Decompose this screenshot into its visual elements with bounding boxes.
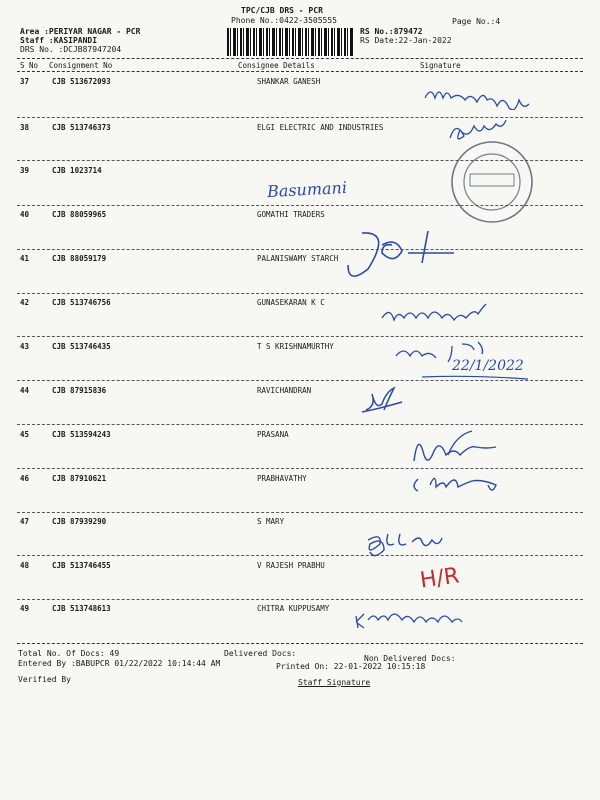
row-consignment: CJB 513748613	[52, 604, 111, 613]
row-sno: 41	[20, 254, 30, 263]
row-sno: 40	[20, 210, 30, 219]
row-consignee: T S KRISHNAMURTHY	[257, 342, 334, 351]
row-divider	[17, 512, 583, 513]
signature-row-49	[352, 606, 492, 634]
col-signature: Signature	[420, 61, 461, 70]
doc-title: TPC/CJB DRS - PCR	[241, 6, 323, 15]
row-consignee: V RAJESH PRABHU	[257, 561, 325, 570]
row-divider	[17, 117, 583, 118]
delivery-stamp	[448, 138, 544, 228]
row-sno: 47	[20, 517, 30, 526]
row-consignment: CJB 87910621	[52, 474, 107, 483]
entered-by: Entered By :BABUPCR 01/22/2022 10:14:44 AM	[18, 659, 221, 668]
rs-date: RS Date:22-Jan-2022	[360, 36, 452, 45]
row-consignment: CJB 88059965	[52, 210, 107, 219]
handwritten-date-row-43: 22/1/2022	[452, 358, 524, 374]
row-consignee: PALANISWAMY STARCH	[257, 254, 339, 263]
rs-number: RS No.:879472	[360, 27, 423, 36]
total-docs: Total No. Of Docs: 49	[18, 649, 120, 658]
table-bottom-divider	[17, 643, 583, 644]
delivered-docs: Delivered Docs:	[224, 649, 297, 658]
row-sno: 38	[20, 123, 30, 132]
row-consignment: CJB 87939290	[52, 517, 107, 526]
row-sno: 37	[20, 77, 30, 86]
signature-row-47	[360, 528, 450, 562]
page-number: Page No.:4	[452, 17, 501, 26]
signature-row-45-46	[404, 425, 514, 497]
svg-text:CBE-45: CBE-45	[472, 176, 505, 186]
table-row	[0, 561, 600, 575]
row-consignment: CJB 88059179	[52, 254, 107, 263]
row-sno: 39	[20, 166, 30, 175]
col-consignment: Consignment No	[49, 61, 113, 70]
non-delivered-docs: Non Delivered Docs:	[364, 654, 456, 663]
table-row	[0, 386, 600, 400]
signature-row-41	[332, 225, 462, 280]
verified-by: Verified By	[18, 675, 71, 684]
phone-number: Phone No.:0422-3505555	[231, 16, 337, 25]
row-consignment: CJB 87915836	[52, 386, 107, 395]
row-sno: 43	[20, 342, 30, 351]
row-consignee: GUNASEKARAN K C	[257, 298, 325, 307]
table-row	[0, 298, 600, 312]
row-sno: 48	[20, 561, 30, 570]
staff-signature-label: Staff Signature	[298, 678, 371, 687]
row-consignee: GOMATHI TRADERS	[257, 210, 325, 219]
table-row	[0, 254, 600, 268]
columns-divider	[17, 71, 583, 72]
row-sno: 45	[20, 430, 30, 439]
signature-row-37	[420, 78, 550, 110]
row-divider	[17, 599, 583, 600]
row-consignee: CHITRA KUPPUSAMY	[257, 604, 330, 613]
col-consignee: Consignee Details	[238, 61, 315, 70]
handwritten-mark-row-48: H/R	[418, 563, 461, 594]
row-consignee: SHANKAR GANESH	[257, 77, 321, 86]
row-sno: 49	[20, 604, 30, 613]
row-consignment: CJB 513746435	[52, 342, 111, 351]
row-consignment: CJB 513746373	[52, 123, 111, 132]
row-consignee: RAVICHANDRAN	[257, 386, 312, 395]
row-consignment: CJB 513594243	[52, 430, 111, 439]
row-consignee: ELGI ELECTRIC AND INDUSTRIES	[257, 123, 384, 132]
staff-label: Staff :KASIPANDI	[20, 36, 98, 45]
row-consignee: PRABHAVATHY	[257, 474, 307, 483]
date-underline	[420, 373, 530, 381]
handwritten-name-row-39: Basumani	[266, 177, 348, 202]
row-sno: 42	[20, 298, 30, 307]
row-consignee: S MARY	[257, 517, 285, 526]
row-divider	[17, 336, 583, 337]
row-consignment: CJB 1023714	[52, 166, 102, 175]
row-divider	[17, 249, 583, 250]
row-sno: 46	[20, 474, 30, 483]
printed-on: Printed On: 22-01-2022 10:15:18	[276, 662, 426, 671]
signature-row-44	[358, 386, 418, 420]
row-divider	[17, 293, 583, 294]
row-divider	[17, 555, 583, 556]
svg-text:★: ★	[488, 208, 495, 219]
row-consignment: CJB 513746455	[52, 561, 111, 570]
drs-number: DRS No. :DCJB87947204	[20, 45, 122, 54]
row-sno: 44	[20, 386, 30, 395]
table-row	[0, 604, 600, 618]
header-divider	[17, 58, 583, 59]
area-label: Area :PERIYAR NAGAR - PCR	[20, 27, 141, 36]
table-row	[0, 517, 600, 531]
signature-row-42	[378, 300, 498, 330]
row-consignment: CJB 513746756	[52, 298, 111, 307]
barcode	[227, 28, 354, 56]
row-consignment: CJB 513672093	[52, 77, 111, 86]
col-sno: S No	[20, 61, 39, 70]
row-consignee: PRASANA	[257, 430, 289, 439]
